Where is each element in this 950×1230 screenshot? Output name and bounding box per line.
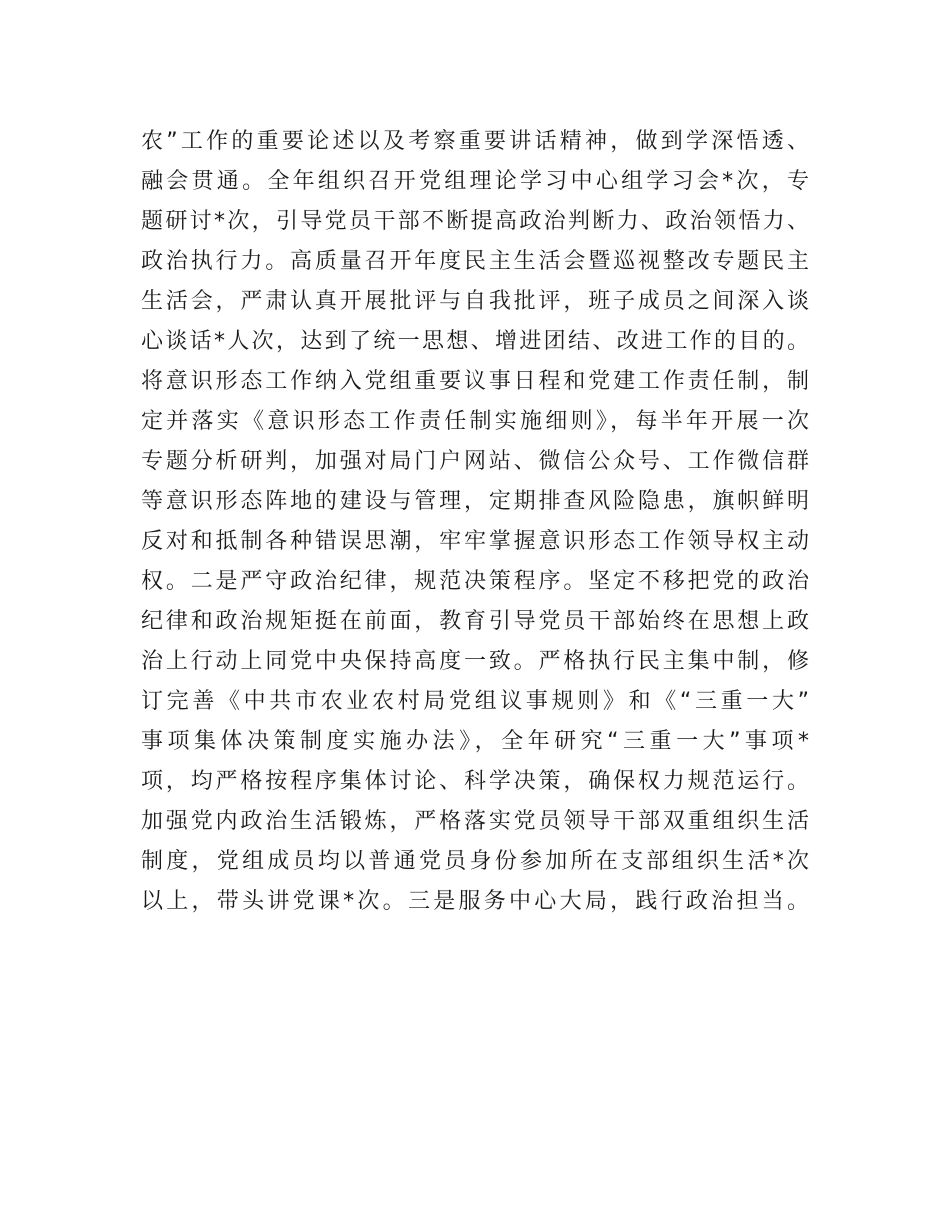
text-line: 题研讨*次，引导党员干部不断提高政治判断力、政治领悟力、: [141, 209, 809, 234]
text-line: 政治执行力。高质量召开年度民主生活会暨巡视整改专题民主: [141, 249, 809, 274]
text-line: 纪律和政治规矩挺在前面，教育引导党员干部始终在思想上政: [141, 609, 809, 634]
text-line: 加强党内政治生活锻炼，严格落实党员领导干部双重组织生活: [141, 809, 809, 834]
text-line: 专题分析研判，加强对局门户网站、微信公众号、工作微信群: [141, 449, 809, 474]
text-line: 事项集体决策制度实施办法》，全年研究“三重一大”事项*: [141, 729, 809, 754]
text-line: 融会贯通。全年组织召开党组理论学习中心组学习会*次，专: [141, 169, 809, 194]
text-line: 生活会，严肃认真开展批评与自我批评，班子成员之间深入谈: [141, 289, 809, 314]
text-line: 以上，带头讲党课*次。三是服务中心大局，践行政治担当。: [141, 889, 809, 914]
text-line: 等意识形态阵地的建设与管理，定期排查风险隐患，旗帜鲜明: [141, 489, 809, 514]
text-line: 反对和抵制各种错误思潮，牢牢掌握意识形态工作领导权主动: [141, 529, 809, 554]
text-line: 定并落实《意识形态工作责任制实施细则》，每半年开展一次: [141, 409, 809, 434]
text-line: 治上行动上同党中央保持高度一致。严格执行民主集中制，修: [141, 649, 809, 674]
document-body-paragraph: [141, 122, 809, 922]
text-line: 心谈话*人次，达到了统一思想、增进团结、改进工作的目的。: [141, 329, 809, 354]
text-line: 权。二是严守政治纪律，规范决策程序。坚定不移把党的政治: [141, 569, 809, 594]
text-line: 订完善《中共市农业农村局党组议事规则》和《“三重一大”: [141, 689, 809, 714]
text-line: 将意识形态工作纳入党组重要议事日程和党建工作责任制，制: [141, 369, 809, 394]
text-line: 制度，党组成员均以普通党员身份参加所在支部组织生活*次: [141, 849, 809, 874]
text-line: 项，均严格按程序集体讨论、科学决策，确保权力规范运行。: [141, 769, 809, 794]
text-line: 农”工作的重要论述以及考察重要讲话精神，做到学深悟透、: [141, 129, 809, 154]
